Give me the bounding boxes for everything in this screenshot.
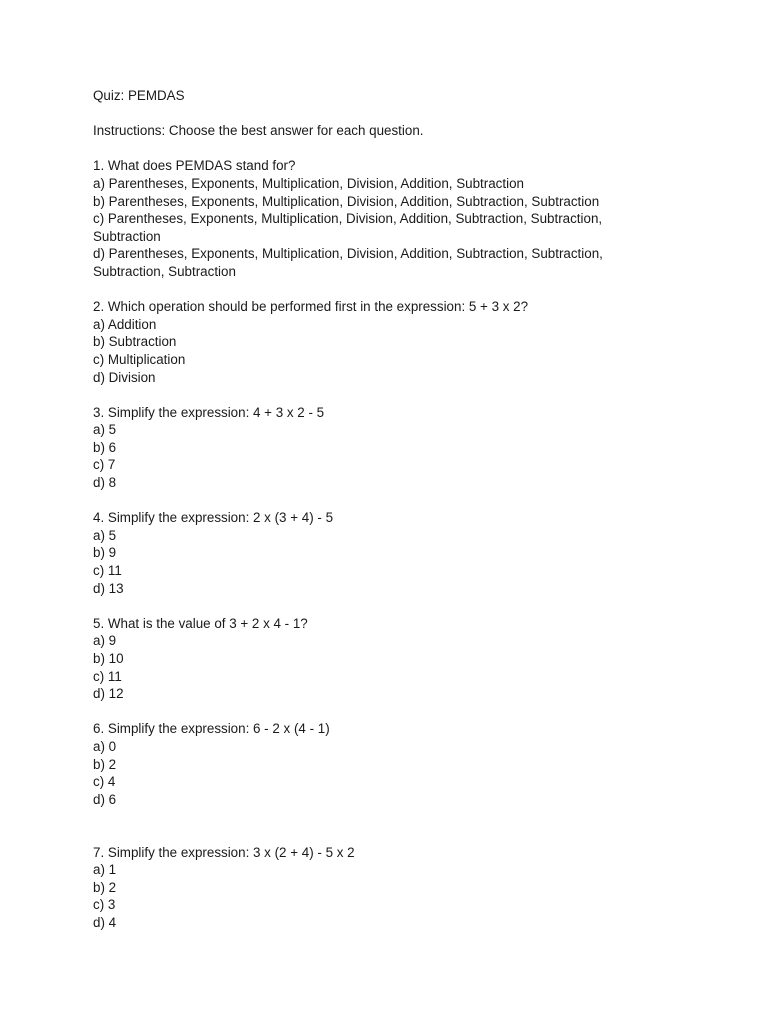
- answer-option: a) 5: [93, 422, 117, 438]
- answer-option: d) 13: [93, 580, 124, 596]
- answer-option: c) 11: [93, 563, 122, 579]
- answer-option: d) 4: [93, 914, 117, 930]
- answer-option: c) Parentheses, Exponents, Multiplication, Division, Addition, Subtraction, Subtraction, Subtraction: [93, 211, 603, 244]
- answer-option: b) 9: [93, 545, 117, 561]
- answer-option: c) 7: [93, 457, 116, 473]
- answer-option: b) 6: [93, 439, 117, 455]
- answer-option: a) Addition: [93, 316, 157, 332]
- question-prompt: 6. Simplify the expression: 6 - 2 x (4 - 1): [93, 721, 330, 737]
- answer-option: d) Parentheses, Exponents, Multiplication, Division, Addition, Subtraction, Subtraction, Subtraction, Subtraction: [93, 246, 603, 279]
- question-3: [93, 404, 663, 492]
- answer-option: d) 6: [93, 791, 117, 807]
- instructions-text: Instructions: Choose the best answer for each question.: [93, 123, 424, 139]
- question-prompt: 4. Simplify the expression: 2 x (3 + 4) - 5: [93, 510, 334, 526]
- question-5: [93, 615, 663, 703]
- question-6: [93, 720, 663, 808]
- answer-option: d) 12: [93, 686, 124, 702]
- answer-option: d) Division: [93, 369, 156, 385]
- answer-option: a) 1: [93, 862, 117, 878]
- question-2: [93, 298, 663, 386]
- answer-option: a) 9: [93, 633, 117, 649]
- answer-option: a) Parentheses, Exponents, Multiplication, Division, Addition, Subtraction: [93, 175, 524, 191]
- page-title: Quiz: PEMDAS: [93, 88, 185, 103]
- answer-option: b) 2: [93, 879, 117, 895]
- answer-option: b) Subtraction: [93, 334, 177, 350]
- answer-option: c) Multiplication: [93, 351, 186, 367]
- quiz-document: [93, 87, 663, 949]
- answer-option: b) 10: [93, 651, 124, 666]
- question-prompt: 3. Simplify the expression: 4 + 3 x 2 - 5: [93, 404, 325, 420]
- answer-option: b) Parentheses, Exponents, Multiplication, Division, Addition, Subtraction, Subtraction: [93, 193, 600, 209]
- answer-option: a) 5: [93, 527, 117, 543]
- answer-option: a) 0: [93, 738, 117, 754]
- answer-option: b) 2: [93, 756, 117, 772]
- answer-option: d) 8: [93, 475, 117, 491]
- answer-option: c) 4: [93, 774, 116, 790]
- answer-option: c) 3: [93, 897, 116, 913]
- question-4: [93, 509, 663, 597]
- question-prompt: 1. What does PEMDAS stand for?: [93, 158, 296, 174]
- question-prompt: 5. What is the value of 3 + 2 x 4 - 1?: [93, 615, 308, 631]
- question-1: [93, 157, 663, 280]
- question-prompt: 2. Which operation should be performed first in the expression: 5 + 3 x 2?: [93, 299, 529, 315]
- question-7: [93, 844, 663, 932]
- question-prompt: 7. Simplify the expression: 3 x (2 + 4) - 5 x 2: [93, 844, 355, 860]
- answer-option: c) 11: [93, 668, 122, 684]
